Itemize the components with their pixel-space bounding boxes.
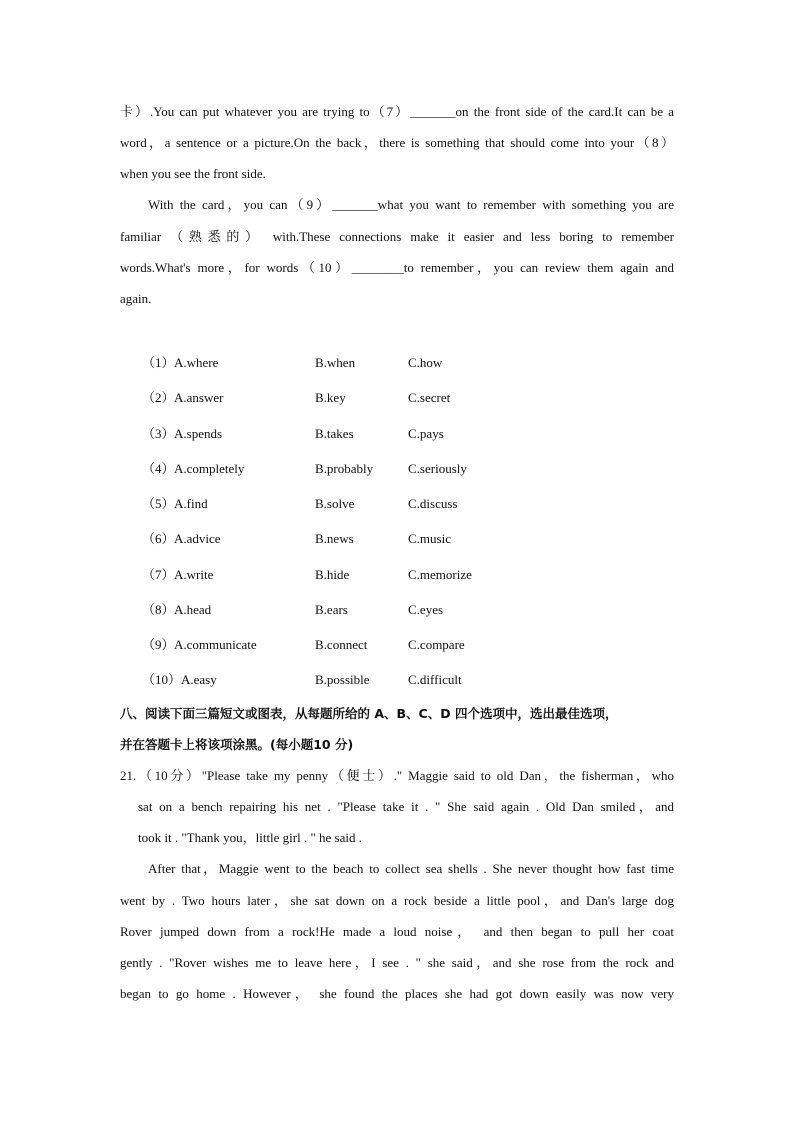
option-b: B.when [315,355,356,370]
option-number: （6） [142,531,175,546]
passage-line-3: when you see the front side. [120,166,266,181]
question-21-line-3: took it . "Thank you，little girl . " he said . [138,830,363,845]
option-c: C.how [408,355,443,370]
option-number: （8） [142,602,175,617]
option-c: C.music [408,531,451,546]
passage-line-4: With the card，you can（9）_______what you want to remember with something you are [148,197,674,212]
option-c: C.compare [408,637,465,652]
option-b: B.takes [315,426,354,441]
option-b: B.probably [315,461,374,476]
passage-line-1: 卡）.You can put whatever you are trying to（7）_______on the front side of the card.It can be a [120,104,674,119]
option-number: （5） [142,496,175,511]
option-number: （1） [142,355,175,370]
question-21-line-6: Rover jumped down from a rock!He made a loud noise， and then began to pull her coat [120,924,674,939]
passage-line-6: words.What's more，for words（10）________to remember，you can review them again and [120,260,674,275]
question-21-line-1: 21.（10分）"Please take my penny（便士）." Maggie said to old Dan，the fisherman，who [120,768,674,783]
option-number: （10） [142,672,182,687]
option-c: C.eyes [408,602,444,617]
option-b: B.hide [315,567,350,582]
question-21-line-2: sat on a bench repairing his net . "Please take it . " She said again . Old Dan smiled，and [138,799,674,814]
option-a: A.head [174,602,212,617]
option-a: A.write [174,567,214,582]
question-21-line-8: began to go home . However， she found the places she had got down easily was now very [120,986,674,1001]
passage-line-5: familiar （熟悉的） with.These connections make it easier and less boring to remember [120,229,674,244]
option-a: A.advice [174,531,221,546]
option-number: （4） [142,461,175,476]
option-number: （9） [142,637,175,652]
question-21-line-4: After that，Maggie went to the beach to collect sea shells . She never thought how fast time [148,861,674,876]
option-c: C.secret [408,390,451,405]
option-b: B.solve [315,496,355,511]
option-c: C.discuss [408,496,458,511]
option-c: C.pays [408,426,444,441]
option-a: A.find [174,496,208,511]
option-a: A.spends [174,426,223,441]
passage-line-7: again. [120,291,152,306]
option-c: C.memorize [408,567,472,582]
option-a: A.completely [174,461,245,476]
option-c: C.seriously [408,461,467,476]
option-number: （3） [142,426,175,441]
section-heading-line-2: 并在答题卡上将该项涂黑。(每小题10 分) [120,737,354,752]
option-number: （7） [142,567,175,582]
option-b: B.ears [315,602,348,617]
section-heading-line-1: 八、阅读下面三篇短文或图表，从每题所给的 A、B、C、D 四个选项中，选出最佳选项， [120,706,618,721]
option-c: C.difficult [408,672,462,687]
option-number: （2） [142,390,175,405]
option-b: B.key [315,390,346,405]
option-a: A.communicate [174,637,257,652]
option-b: B.connect [315,637,368,652]
question-21-line-5: went by . Two hours later，she sat down on a rock beside a little pool，and Dan's large dog [120,893,674,908]
option-b: B.news [315,531,354,546]
option-a: A.answer [174,390,224,405]
option-a: A.easy [181,672,217,687]
question-21-line-7: gently . "Rover wishes me to leave here，I see . " she said，and she rose from the rock and [120,955,674,970]
option-b: B.possible [315,672,370,687]
option-a: A.where [174,355,219,370]
passage-line-2: word，a sentence or a picture.On the back，there is something that should come into your（8） [120,135,674,150]
